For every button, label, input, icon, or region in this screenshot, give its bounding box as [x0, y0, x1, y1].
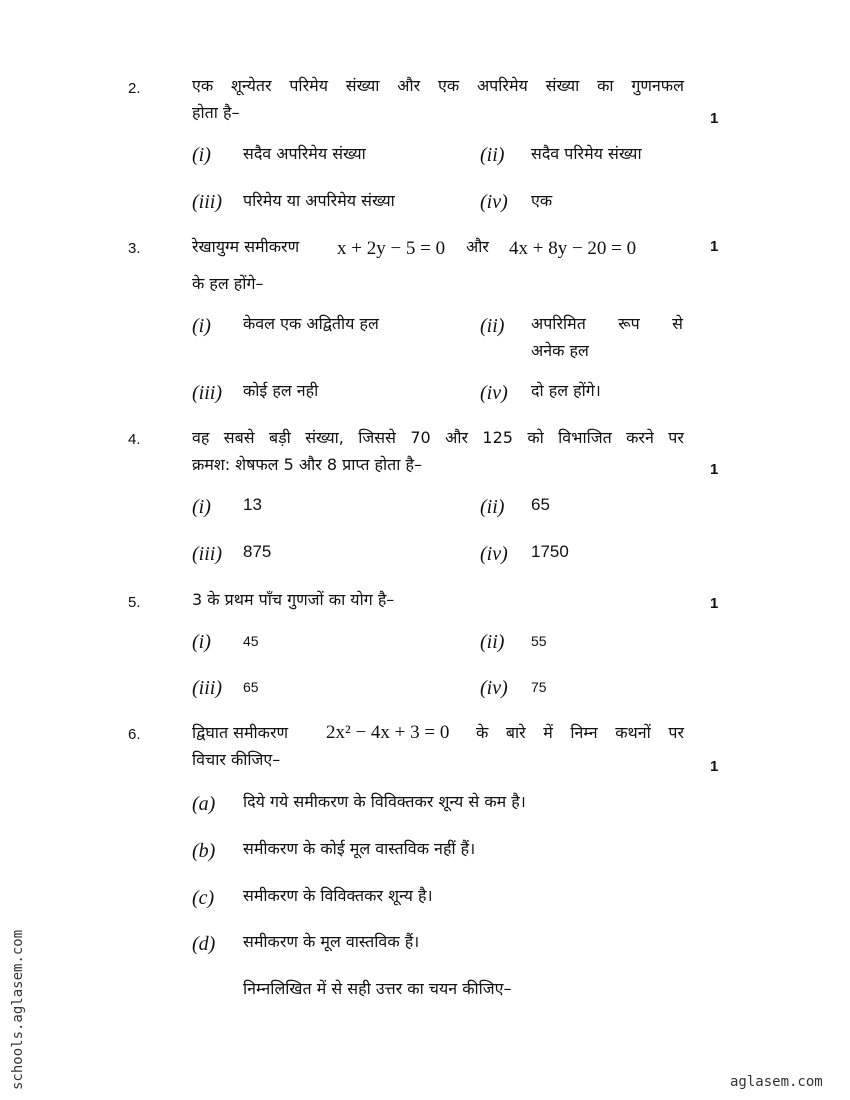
option-label: (i): [192, 315, 211, 337]
statement-label: (d): [192, 933, 216, 955]
option-label: (ii): [480, 496, 505, 518]
word: से: [672, 314, 683, 333]
equation: x + 2y − 5 = 0: [337, 238, 446, 259]
question-text: और: [466, 237, 489, 256]
question-text-line2: विचार कीजिए–: [192, 750, 281, 769]
word: जिससे: [358, 428, 396, 447]
word: 70: [410, 428, 431, 447]
option-text: 65: [531, 495, 550, 514]
option-label: (i): [192, 496, 211, 518]
question-number: 5.: [128, 594, 141, 611]
option-text: 1750: [531, 542, 569, 561]
marks: 1: [710, 758, 719, 775]
word: 125: [482, 428, 513, 447]
option-label: (ii): [480, 315, 505, 337]
word: का: [597, 76, 614, 95]
option-text: सदैव अपरिमेय संख्या: [243, 144, 366, 163]
question-text: रेखायुग्म समीकरण: [192, 237, 300, 256]
word: कथनों: [615, 723, 651, 742]
question-text: द्विघात समीकरण: [192, 723, 289, 742]
statement-text: दिये गये समीकरण के विविक्तकर शून्य से कम है।: [243, 792, 526, 811]
marks: 1: [710, 110, 719, 127]
question-number: 4.: [128, 431, 141, 448]
word: बड़ी: [268, 428, 291, 447]
equation: 2x² − 4x + 3 = 0: [326, 722, 450, 743]
option-label: (iv): [480, 382, 508, 404]
option-text: परिमेय या अपरिमेय संख्या: [243, 191, 395, 210]
word: करने: [626, 428, 654, 447]
option-text: एक: [531, 191, 553, 210]
marks: 1: [710, 238, 719, 255]
option-label: (iii): [192, 543, 222, 565]
word: में: [543, 723, 553, 742]
word: अपरिमेय: [476, 76, 528, 95]
option-label: (i): [192, 631, 211, 653]
statement-text: समीकरण के विविक्तकर शून्य है।: [243, 886, 433, 905]
option-text: 55: [531, 633, 547, 649]
word: शून्येतर: [230, 76, 272, 95]
option-label: (iii): [192, 191, 222, 213]
word: को: [527, 428, 544, 447]
option-label: (i): [192, 144, 211, 166]
side-watermark: schools.aglasem.com: [10, 929, 26, 1090]
word: पर: [668, 428, 684, 447]
word: और: [397, 76, 421, 95]
question-text-line2: के हल होंगे–: [192, 274, 264, 293]
marks: 1: [710, 595, 719, 612]
question-number: 6.: [128, 726, 141, 743]
option-label: (iii): [192, 382, 222, 404]
question-number: 3.: [128, 240, 141, 257]
question-text: 3 के प्रथम पाँच गुणजों का योग है–: [192, 590, 395, 609]
option-label: (iv): [480, 543, 508, 565]
option-text: 875: [243, 542, 272, 561]
option-text: [531, 313, 683, 335]
question-text: [476, 722, 684, 744]
equation: 4x + 8y − 20 = 0: [509, 238, 637, 259]
word: एक: [437, 76, 460, 95]
option-label: (iv): [480, 677, 508, 699]
word: वह: [192, 428, 210, 447]
footer-watermark: aglasem.com: [730, 1074, 823, 1090]
word: संख्या: [345, 76, 380, 95]
word: सबसे: [223, 428, 255, 447]
statement-text: समीकरण के मूल वास्तविक हैं।: [243, 932, 420, 951]
question-number: 2.: [128, 80, 141, 97]
option-label: (ii): [480, 144, 505, 166]
question-text-line2: होता है–: [192, 103, 240, 122]
option-text: सदैव परिमेय संख्या: [531, 144, 642, 163]
statement-label: (c): [192, 887, 215, 909]
word: निम्न: [570, 723, 598, 742]
option-text: 65: [243, 679, 259, 695]
option-text: 75: [531, 679, 547, 695]
option-text: दो हल होंगे।: [531, 381, 601, 400]
option-text: 13: [243, 495, 262, 514]
question-text-line2: क्रमश: शेषफल 5 और 8 प्राप्त होता है–: [192, 455, 423, 474]
word: बारे: [505, 723, 526, 742]
question-text-line1: [192, 75, 684, 97]
option-text-line1: [531, 313, 683, 335]
word: संख्या,: [305, 428, 344, 447]
word: और: [445, 428, 468, 447]
word: रूप: [618, 314, 640, 333]
word: परिमेय: [289, 76, 328, 95]
option-text-line2: अनेक हल: [531, 341, 589, 360]
word: एक: [192, 76, 214, 95]
word: विभाजित: [558, 428, 612, 447]
option-label: (iv): [480, 191, 508, 213]
option-text: कोई हल नही: [243, 381, 319, 400]
word: संख्या: [545, 76, 580, 95]
option-text: केवल एक अद्वितीय हल: [243, 314, 379, 333]
question-text-line1: [192, 427, 684, 449]
word: गुणनफल: [631, 76, 684, 95]
option-text: 45: [243, 633, 259, 649]
statement-label: (b): [192, 840, 216, 862]
word: पर: [668, 723, 684, 742]
option-label: (iii): [192, 677, 222, 699]
statement-text: समीकरण के कोई मूल वास्तविक नहीं हैं।: [243, 839, 476, 858]
statement-label: (a): [192, 793, 216, 815]
instruction-text: निम्नलिखित में से सही उत्तर का चयन कीजिए–: [243, 979, 512, 998]
marks: 1: [710, 461, 719, 478]
word: के: [476, 723, 489, 742]
word: अपरिमित: [531, 314, 586, 333]
option-label: (ii): [480, 631, 505, 653]
